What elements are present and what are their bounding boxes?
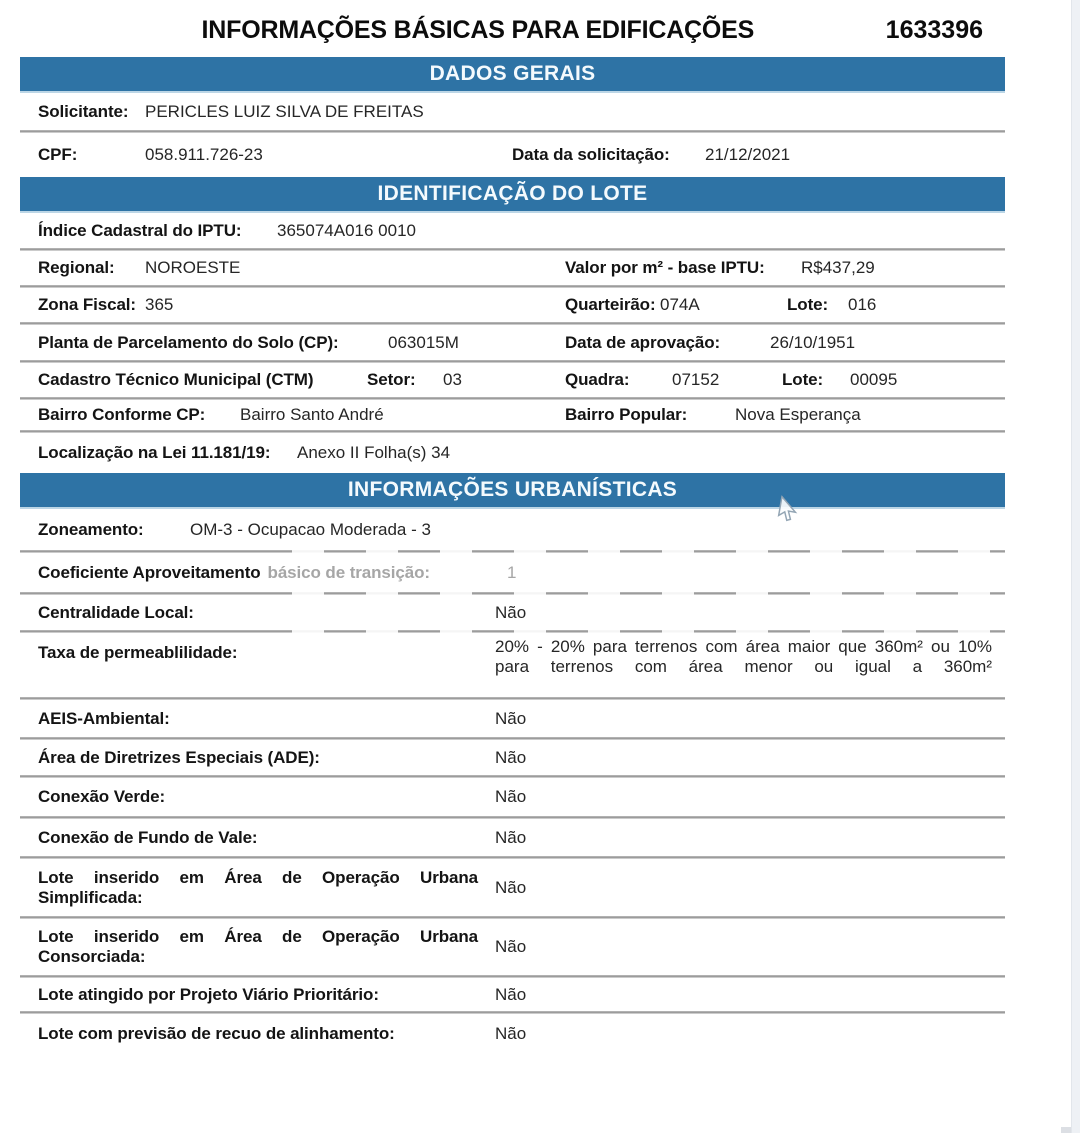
lote-label: Lote:	[787, 295, 829, 314]
field-localizacao-lei	[20, 433, 1005, 473]
field-operacao-urbana-consorciada	[20, 919, 1005, 975]
bairro-cp-label: Bairro Conforme CP:	[38, 405, 206, 424]
lote-value: 016	[848, 295, 877, 314]
indice-value: 365074A016 0010	[277, 220, 416, 240]
projeto-viario-value: Não	[495, 984, 527, 1004]
projeto-viario-label: Lote atingido por Projeto Viário Prioritário:	[38, 984, 379, 1004]
document-header	[20, 12, 1005, 48]
ade-label: Área de Diretrizes Especiais (ADE):	[38, 747, 320, 767]
lote2-label: Lote:	[782, 370, 824, 389]
localizacao-label: Localização na Lei 11.181/19:	[38, 443, 271, 462]
field-taxa-permeabilidade	[20, 633, 1005, 697]
field-indice-cadastral	[20, 213, 1005, 248]
op-consorciada-value: Não	[495, 937, 527, 956]
aeis-label: AEIS-Ambiental:	[38, 708, 170, 728]
quadra-value: 07152	[672, 370, 720, 389]
field-zoneamento	[20, 509, 1005, 550]
document-body	[20, 0, 1005, 1053]
conexao-fundo-label: Conexão de Fundo de Vale:	[38, 827, 258, 847]
field-conexao-verde	[20, 778, 1005, 816]
field-quadra-lote	[565, 370, 897, 390]
field-solicitante	[20, 93, 1005, 130]
field-bairro-cp	[20, 400, 1005, 430]
bairro-cp-value: Bairro Santo André	[240, 405, 384, 424]
lote2-value: 00095	[850, 370, 898, 389]
data-aprovacao-label: Data de aprovação:	[565, 332, 721, 352]
page-corner-artifact	[1061, 1127, 1071, 1133]
field-recuo-alinhamento	[20, 1014, 1005, 1053]
field-planta-parcelamento	[20, 325, 1005, 360]
field-bairro-popular	[565, 405, 861, 425]
cpf-label: CPF:	[38, 145, 78, 164]
op-simplificada-value: Não	[495, 877, 527, 897]
centralidade-label: Centralidade Local:	[38, 602, 194, 622]
indice-label: Índice Cadastral do IPTU:	[38, 220, 242, 240]
regional-label: Regional:	[38, 258, 115, 277]
planta-value: 063015M	[388, 332, 459, 352]
field-data-solicitacao	[512, 145, 790, 165]
taxa-value: 20% - 20% para terrenos com área maior que 360m² ou 10% para terrenos com área menor ou igual a 360m²	[495, 637, 992, 676]
field-coeficiente-aproveitamento	[20, 553, 1005, 592]
quarteirao-value: 074A	[660, 295, 700, 314]
ctm-label: Cadastro Técnico Municipal (CTM)	[38, 370, 314, 389]
data-solicitacao-label: Data da solicitação:	[512, 145, 670, 164]
setor-value: 03	[443, 370, 462, 389]
conexao-fundo-value: Não	[495, 827, 527, 847]
field-quarteirao-lote	[565, 295, 876, 315]
field-valor-m2	[565, 258, 875, 278]
regional-value: NOROESTE	[145, 258, 241, 277]
solicitante-label: Solicitante:	[38, 101, 129, 121]
mouse-cursor-icon	[774, 495, 805, 526]
coeficiente-label: Coeficiente Aproveitamento	[38, 562, 261, 582]
section-banner-informacoes-urbanisticas: INFORMAÇÕES URBANÍSTICAS	[20, 473, 1005, 509]
zona-fiscal-value: 365	[145, 295, 174, 314]
valor-m2-value: R$437,29	[801, 258, 875, 277]
op-simplificada-label: Lote inserido em Área de Operação Urbana Simplificada:	[38, 867, 478, 907]
field-aeis-ambiental	[20, 700, 1005, 737]
setor-label: Setor:	[367, 370, 416, 389]
field-ade	[20, 740, 1005, 775]
valor-m2-label: Valor por m² - base IPTU:	[565, 258, 765, 277]
conexao-verde-value: Não	[495, 787, 527, 806]
field-operacao-urbana-simplificada	[20, 859, 1005, 916]
coeficiente-label-faded: básico de transição:	[267, 562, 430, 582]
field-projeto-viario	[20, 978, 1005, 1011]
zona-fiscal-label: Zona Fiscal:	[38, 295, 136, 314]
planta-label: Planta de Parcelamento do Solo (CP):	[38, 332, 339, 352]
field-conexao-fundo-vale	[20, 819, 1005, 856]
field-centralidade-local	[20, 595, 1005, 630]
recuo-value: Não	[495, 1023, 527, 1043]
coeficiente-value: 1	[507, 562, 517, 582]
field-ctm	[20, 363, 1005, 397]
solicitante-value: PERICLES LUIZ SILVA DE FREITAS	[145, 101, 424, 121]
conexao-verde-label: Conexão Verde:	[38, 787, 166, 806]
section-banner-dados-gerais: DADOS GERAIS	[20, 57, 1005, 93]
data-aprovacao-value: 26/10/1951	[770, 332, 856, 352]
op-consorciada-label: Lote inserido em Área de Operação Urbana Consorciada:	[38, 927, 478, 966]
zoneamento-value: OM-3 - Ocupacao Moderada - 3	[190, 519, 431, 539]
aeis-value: Não	[495, 708, 527, 728]
quadra-label: Quadra:	[565, 370, 630, 389]
field-data-aprovacao	[565, 333, 855, 353]
page-title: INFORMAÇÕES BÁSICAS PARA EDIFICAÇÕES	[201, 15, 755, 44]
localizacao-value: Anexo II Folha(s) 34	[297, 443, 451, 462]
cpf-value: 058.911.726-23	[145, 145, 263, 164]
centralidade-value: Não	[495, 602, 527, 622]
field-cpf	[20, 133, 1005, 177]
recuo-label: Lote com previsão de recuo de alinhamento:	[38, 1023, 395, 1043]
field-regional	[20, 251, 1005, 285]
taxa-label: Taxa de permeablilidade:	[38, 643, 238, 662]
data-solicitacao-value: 21/12/2021	[705, 145, 791, 164]
bairro-popular-label: Bairro Popular:	[565, 405, 688, 424]
ade-value: Não	[495, 747, 527, 767]
document-number: 1633396	[885, 15, 983, 44]
page-right-edge	[1071, 0, 1080, 1133]
zoneamento-label: Zoneamento:	[38, 519, 144, 539]
bairro-popular-value: Nova Esperança	[735, 405, 861, 424]
field-zona-fiscal	[20, 288, 1005, 322]
quarteirao-label: Quarteirão:	[565, 295, 656, 314]
section-banner-identificacao-lote: IDENTIFICAÇÃO DO LOTE	[20, 177, 1005, 213]
